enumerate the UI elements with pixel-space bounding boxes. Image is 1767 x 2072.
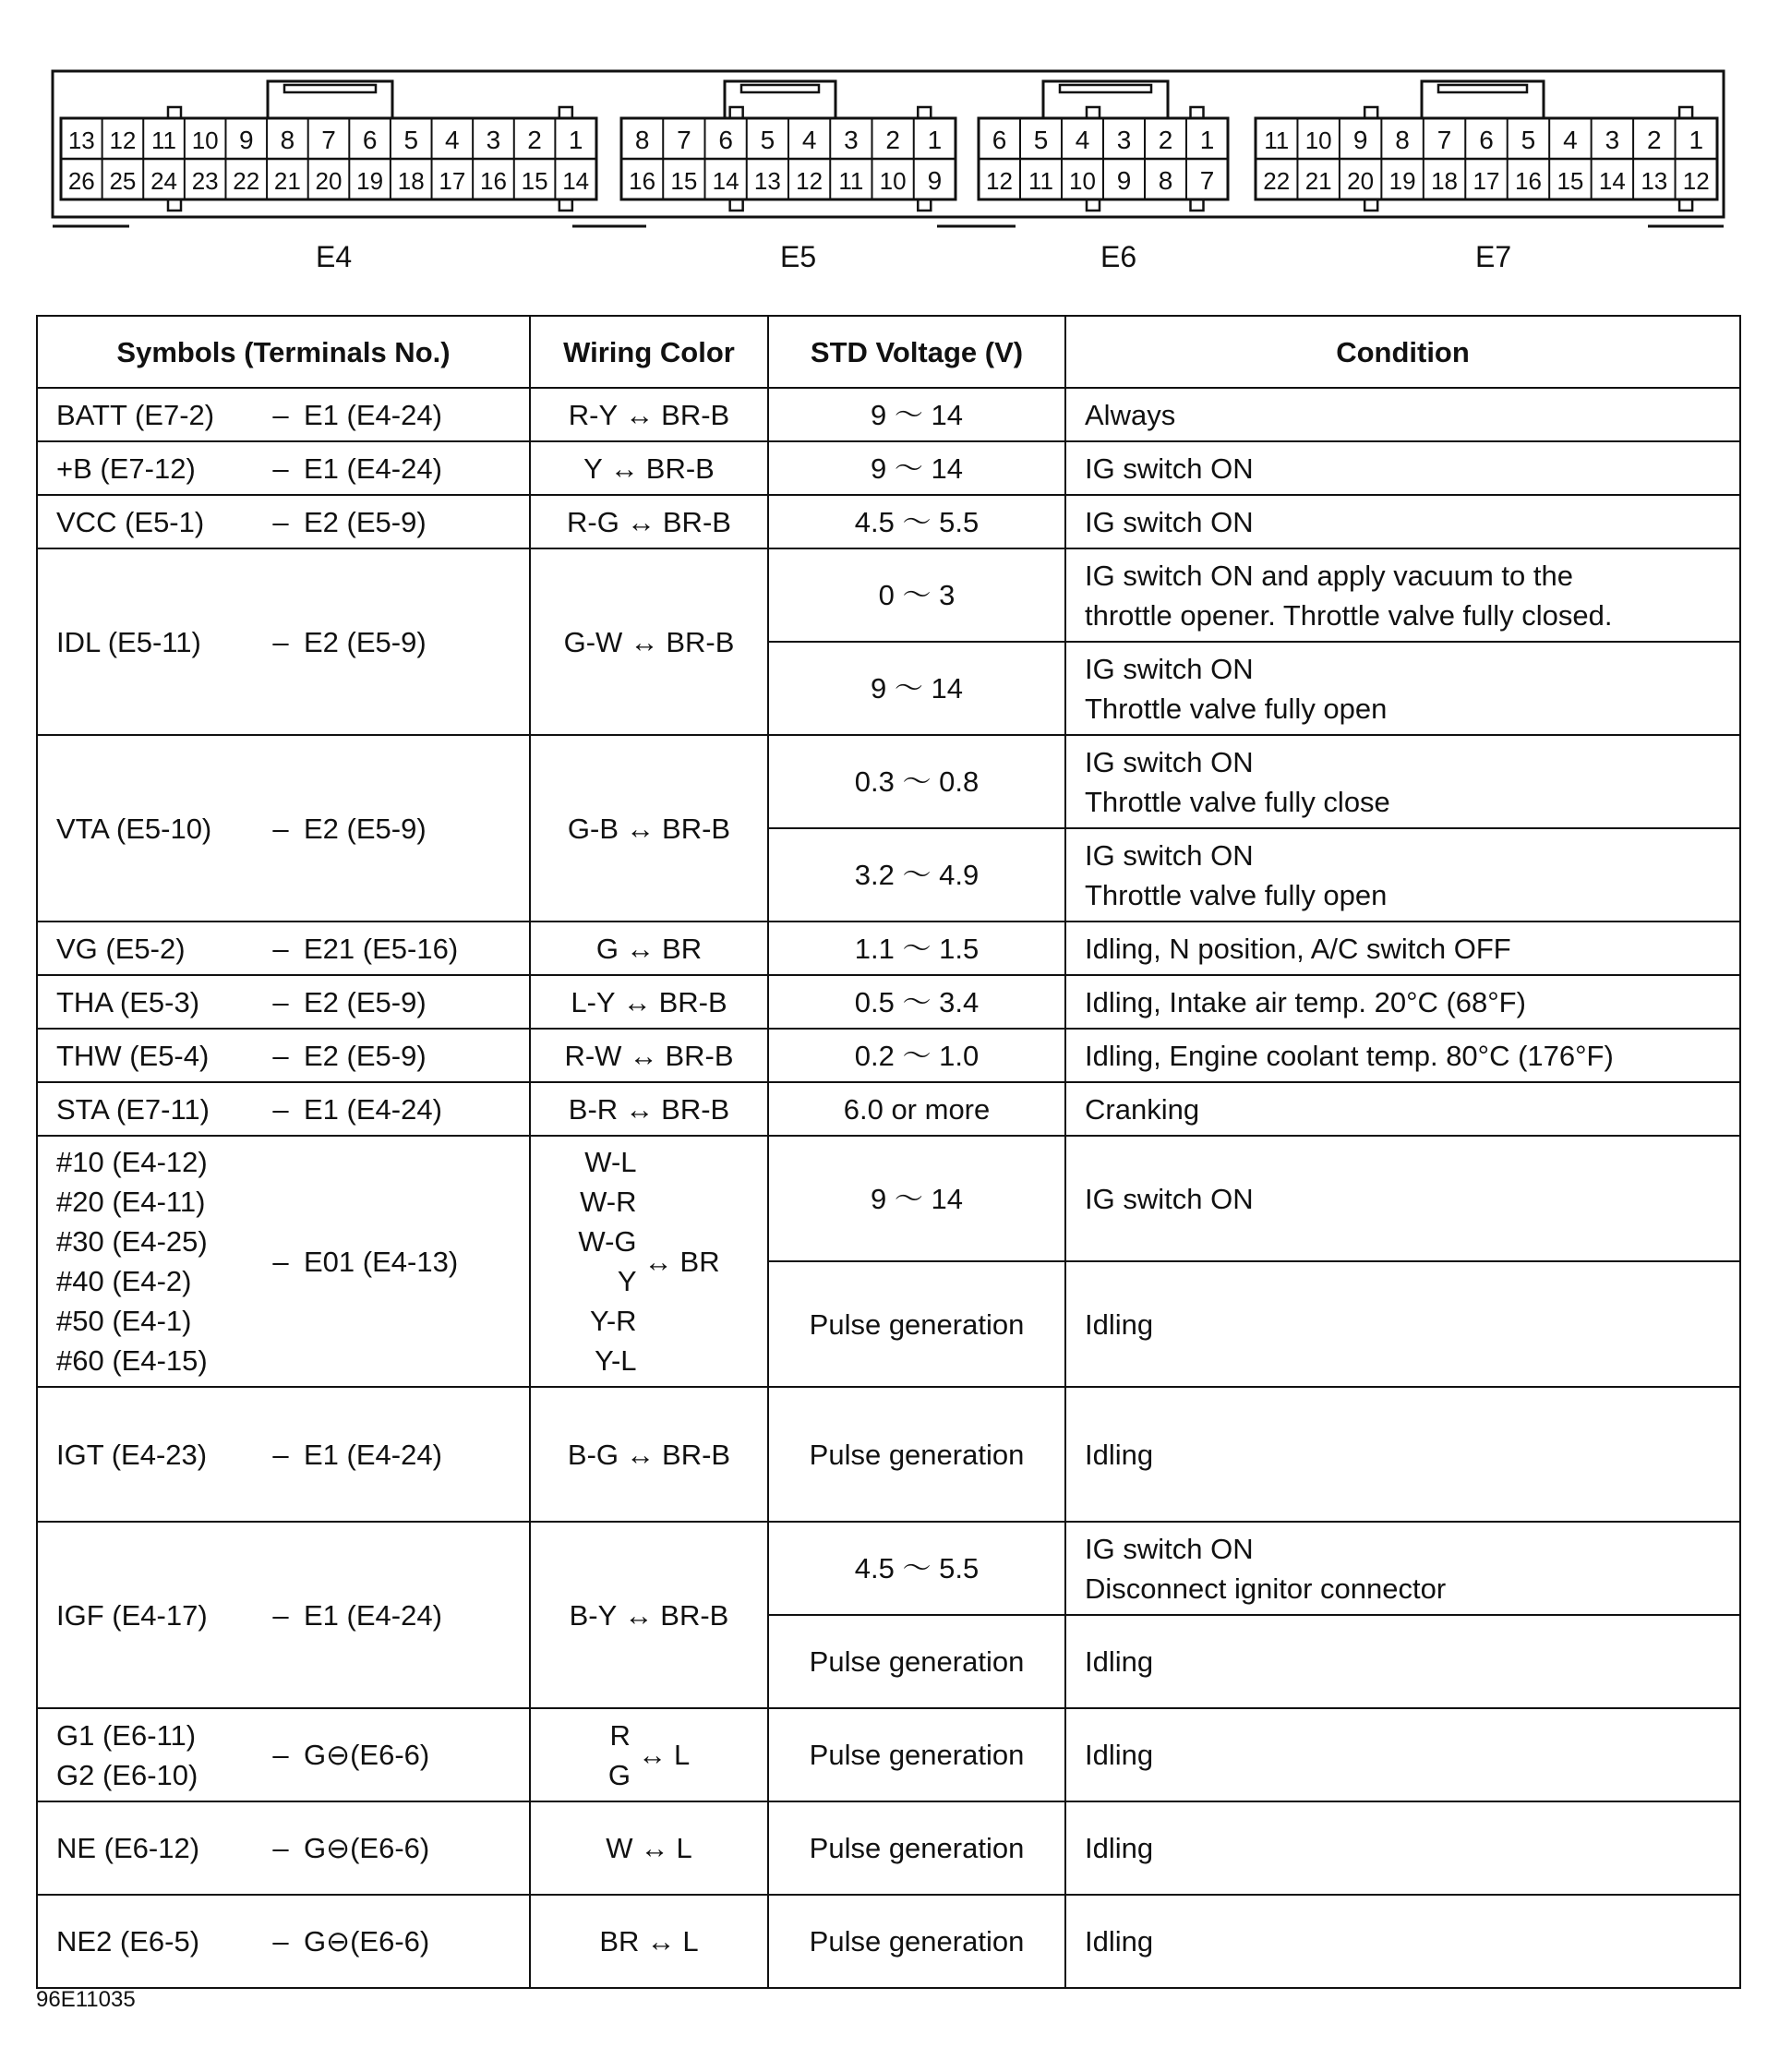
terminal-number: 4 (445, 126, 460, 154)
terminal-number: 1 (1689, 126, 1704, 154)
ground-terminal: E21 (E5-16) (304, 932, 459, 965)
terminal-symbol: #50 (E4-1) (56, 1305, 192, 1337)
symbol-cell (37, 388, 530, 441)
dash-separator: – (272, 1832, 289, 1864)
dash-separator: – (272, 1438, 289, 1471)
bidirectional-arrow-icon: ↔ (640, 1832, 669, 1864)
wire-color: W-L (584, 1146, 637, 1178)
dash-separator: – (272, 452, 289, 485)
wire-color: B-Y (569, 1598, 618, 1632)
wire-color: R-W (564, 1039, 622, 1072)
bidirectional-arrow-icon: ↔ (626, 1438, 655, 1471)
terminal-number: 2 (1158, 126, 1173, 154)
wiring-color-cell (530, 1082, 768, 1136)
ground-wire-color: BR (679, 1245, 720, 1278)
terminal-number: 10 (1069, 167, 1096, 195)
condition-cell: IG switch ON Throttle valve fully open (1065, 642, 1740, 735)
condition-cell: Idling (1065, 1261, 1740, 1387)
terminal-symbol: VTA (E5-10) (56, 812, 212, 845)
terminal-number: 10 (1304, 126, 1332, 154)
symbol-cell (37, 922, 530, 975)
dash-separator: – (272, 625, 289, 658)
terminal-symbol: VCC (E5-1) (56, 505, 205, 538)
terminal-number: 12 (109, 126, 137, 154)
condition-cell: Idling (1065, 1615, 1740, 1708)
wiring-color-cell (530, 1522, 768, 1708)
ground-terminal: E2 (E5-9) (304, 985, 427, 1018)
terminal-number: 8 (1395, 126, 1410, 154)
std-voltage-cell: 0.2 ～ 1.0 (768, 1029, 1065, 1082)
bidirectional-arrow-icon: ↔ (609, 452, 639, 485)
terminal-number: 7 (677, 126, 691, 154)
terminal-number: 17 (439, 167, 466, 195)
ground-wire-color: L (682, 1925, 699, 1958)
terminal-number: 6 (718, 126, 733, 154)
dash-separator: – (272, 985, 289, 1018)
wire-color: W (606, 1832, 633, 1864)
wire-color: R-G (567, 505, 619, 538)
ground-terminal: G⊖(E6-6) (304, 1739, 430, 1771)
std-voltage-cell: Pulse generation (768, 1801, 1065, 1895)
wiring-color-cell (530, 1136, 768, 1387)
terminal-symbol: THW (E5-4) (56, 1039, 210, 1072)
terminal-number: 13 (1641, 167, 1668, 195)
ground-wire-color: BR-B (662, 1438, 731, 1471)
table-row (37, 1082, 1740, 1136)
condition-cell: IG switch ON Throttle valve fully close (1065, 735, 1740, 828)
terminal-number: 15 (1557, 167, 1584, 195)
connector-e4 (61, 81, 596, 211)
terminal-number: 8 (1158, 166, 1173, 195)
terminal-number: 16 (1514, 167, 1542, 195)
condition-cell: IG switch ON and apply vacuum to the throttle opener. Throttle valve fully closed. (1065, 548, 1740, 642)
std-voltage-cell: 9 ～ 14 (768, 642, 1065, 735)
terminal-number: 4 (1563, 126, 1578, 154)
bidirectional-arrow-icon: ↔ (643, 1245, 673, 1278)
figure-code: 96E11035 (36, 1987, 136, 2012)
condition-cell: Idling (1065, 1801, 1740, 1895)
terminal-number: 21 (1304, 167, 1332, 195)
std-voltage-cell: Pulse generation (768, 1895, 1065, 1988)
table-row (37, 1029, 1740, 1082)
terminal-symbol: BATT (E7-2) (56, 398, 215, 431)
wiring-color-cell (530, 1708, 768, 1801)
symbol-cell (37, 548, 530, 735)
ground-wire-color: BR-B (658, 985, 727, 1018)
terminal-symbol: IGF (E4-17) (56, 1598, 208, 1632)
symbol-cell (37, 441, 530, 495)
table-row (37, 1708, 1740, 1801)
terminal-number: 2 (885, 126, 900, 154)
terminal-number: 5 (1033, 126, 1049, 154)
terminal-number: 1 (1199, 126, 1215, 154)
std-voltage-cell: 0.5 ～ 3.4 (768, 975, 1065, 1029)
wiring-color-cell (530, 975, 768, 1029)
terminal-number: 14 (712, 167, 739, 195)
terminal-number: 9 (238, 126, 254, 154)
symbol-cell (37, 1082, 530, 1136)
terminal-number: 20 (315, 167, 343, 195)
dash-separator: – (272, 1245, 289, 1278)
condition-cell: Cranking (1065, 1082, 1740, 1136)
terminal-symbol: #10 (E4-12) (56, 1146, 208, 1178)
ground-wire-color: BR-B (645, 452, 715, 485)
bidirectional-arrow-icon: ↔ (625, 398, 655, 431)
terminal-number: 4 (801, 126, 817, 154)
terminal-symbol: THA (E5-3) (56, 985, 200, 1018)
terminal-symbol: NE2 (E6-5) (56, 1925, 200, 1958)
symbol-cell (37, 495, 530, 548)
wire-color: Y-L (595, 1344, 637, 1377)
terminal-symbol: VG (E5-2) (56, 932, 186, 965)
symbol-cell (37, 975, 530, 1029)
wire-color: G (607, 1758, 631, 1791)
condition-cell: Idling (1065, 1708, 1740, 1801)
connector-e7 (1256, 81, 1717, 211)
terminal-number: 21 (273, 167, 301, 195)
std-voltage-cell: Pulse generation (768, 1387, 1065, 1522)
std-voltage-cell: 0 ～ 3 (768, 548, 1065, 642)
terminal-number: 11 (151, 126, 177, 154)
std-voltage-cell: 9 ～ 14 (768, 388, 1065, 441)
dash-separator: – (272, 398, 289, 431)
table-row (37, 495, 1740, 548)
header-std-voltage: STD Voltage (V) (768, 316, 1065, 388)
wire-color: Y-R (589, 1305, 637, 1337)
ground-wire-color: BR-B (661, 1092, 730, 1126)
wiring-color-cell (530, 922, 768, 975)
table-header-row (37, 316, 1740, 388)
ground-wire-color: L (676, 1832, 692, 1864)
connector-e6 (979, 81, 1228, 211)
terminal-number: 6 (1479, 126, 1494, 154)
ground-terminal: E2 (E5-9) (304, 505, 427, 538)
wiring-color-cell (530, 1029, 768, 1082)
terminal-symbol: NE (E6-12) (56, 1832, 200, 1864)
condition-cell: IG switch ON (1065, 441, 1740, 495)
std-voltage-cell: 0.3 ～ 0.8 (768, 735, 1065, 828)
terminal-symbol: #20 (E4-11) (56, 1186, 206, 1218)
std-voltage-cell: Pulse generation (768, 1261, 1065, 1387)
bidirectional-arrow-icon: ↔ (624, 1598, 654, 1632)
condition-cell: Idling, Engine coolant temp. 80°C (176°F) (1065, 1029, 1740, 1082)
ground-wire-color: BR-B (665, 1039, 734, 1072)
terminal-symbol: +B (E7-12) (56, 452, 196, 485)
dash-separator: – (272, 1925, 289, 1958)
terminal-number: 15 (670, 167, 698, 195)
wire-color: Y (583, 452, 603, 485)
std-voltage-cell: Pulse generation (768, 1615, 1065, 1708)
terminal-number: 9 (1116, 166, 1132, 195)
bidirectional-arrow-icon: ↔ (629, 1039, 658, 1072)
terminal-number: 18 (1431, 167, 1459, 195)
std-voltage-cell: 4.5 ～ 5.5 (768, 1522, 1065, 1615)
wire-color: B-R (568, 1092, 619, 1126)
terminal-number: 12 (796, 167, 823, 195)
wire-color: W-R (580, 1186, 637, 1218)
std-voltage-cell: 9 ～ 14 (768, 441, 1065, 495)
terminal-number: 7 (1436, 126, 1452, 154)
condition-cell: IG switch ON (1065, 1136, 1740, 1261)
header-symbols: Symbols (Terminals No.) (37, 316, 530, 388)
terminal-number: 7 (1199, 166, 1215, 195)
terminal-symbol: #30 (E4-25) (56, 1225, 208, 1258)
dash-separator: – (272, 1039, 289, 1072)
wire-color: Y (617, 1265, 637, 1297)
ground-terminal: E2 (E5-9) (304, 625, 427, 658)
terminal-number: 1 (927, 126, 943, 154)
terminal-symbol: STA (E7-11) (56, 1092, 210, 1126)
wire-color: R-Y (568, 398, 619, 431)
std-voltage-cell: 4.5 ～ 5.5 (768, 495, 1065, 548)
condition-cell: Always (1065, 388, 1740, 441)
terminal-number: 3 (1116, 126, 1132, 154)
std-voltage-cell: 6.0 or more (768, 1082, 1065, 1136)
dash-separator: – (272, 1598, 289, 1632)
terminal-number: 19 (1388, 167, 1416, 195)
wire-color: BR (599, 1925, 640, 1958)
terminal-number: 24 (150, 167, 177, 195)
table-row (37, 1136, 1740, 1261)
std-voltage-cell: Pulse generation (768, 1708, 1065, 1801)
wire-color: B-G (567, 1438, 619, 1471)
terminal-number: 22 (233, 167, 260, 195)
terminal-number: 23 (191, 167, 219, 195)
terminal-symbol: G1 (E6-11) (56, 1718, 197, 1752)
terminal-number: 12 (986, 167, 1013, 195)
terminal-number: 6 (362, 126, 378, 154)
ground-terminal: G⊖(E6-6) (304, 1925, 430, 1958)
wiring-color-cell (530, 495, 768, 548)
terminal-number: 19 (356, 167, 384, 195)
terminal-symbol: IDL (E5-11) (56, 625, 201, 658)
symbol-cell (37, 1895, 530, 1988)
dash-separator: – (272, 1092, 289, 1126)
table-row (37, 975, 1740, 1029)
terminal-number: 9 (1352, 126, 1368, 154)
wire-color: W-G (578, 1225, 637, 1258)
terminal-number: 14 (1598, 167, 1626, 195)
bidirectional-arrow-icon: ↔ (637, 1739, 667, 1771)
ground-terminal: G⊖(E6-6) (304, 1832, 430, 1864)
terminal-number: 4 (1075, 126, 1090, 154)
ground-wire-color: BR-B (662, 812, 731, 845)
connector-label-e5: E5 (780, 240, 817, 273)
ground-wire-color: BR-B (660, 1598, 729, 1632)
ground-terminal: E01 (E4-13) (304, 1245, 459, 1278)
dash-separator: – (272, 1739, 289, 1771)
terminal-symbol: IGT (E4-23) (56, 1438, 208, 1471)
terminal-number: 11 (838, 167, 864, 195)
terminal-number: 10 (191, 126, 219, 154)
terminal-number: 3 (844, 126, 859, 154)
terminal-number: 22 (1263, 167, 1291, 195)
table-row (37, 1895, 1740, 1988)
terminal-number: 9 (927, 166, 943, 195)
ground-wire-color: BR-B (661, 398, 730, 431)
terminal-number: 2 (527, 126, 542, 154)
terminal-number: 3 (486, 126, 501, 154)
table-row (37, 1522, 1740, 1615)
ground-terminal: E1 (E4-24) (304, 1598, 442, 1632)
symbol-cell (37, 1708, 530, 1801)
wiring-color-cell (530, 1387, 768, 1522)
table-row (37, 922, 1740, 975)
ground-terminal: E1 (E4-24) (304, 398, 442, 431)
terminal-number: 20 (1347, 167, 1375, 195)
table-row (37, 1801, 1740, 1895)
terminal-number: 7 (321, 126, 336, 154)
ground-terminal: E2 (E5-9) (304, 812, 427, 845)
terminal-number: 11 (1028, 167, 1053, 195)
ground-wire-color: BR-B (666, 625, 735, 658)
bidirectional-arrow-icon: ↔ (630, 625, 659, 658)
ground-terminal: E1 (E4-24) (304, 1438, 442, 1471)
terminal-number: 8 (280, 126, 295, 154)
condition-cell: IG switch ON Throttle valve fully open (1065, 828, 1740, 922)
table-row (37, 388, 1740, 441)
symbol-cell (37, 1136, 530, 1387)
terminal-number: 26 (67, 167, 95, 195)
dash-separator: – (272, 932, 289, 965)
condition-cell: IG switch ON Disconnect ignitor connector (1065, 1522, 1740, 1615)
bidirectional-arrow-icon: ↔ (626, 812, 655, 845)
terminal-symbol: #60 (E4-15) (56, 1344, 208, 1377)
terminal-number: 12 (1682, 167, 1710, 195)
terminal-number: 15 (521, 167, 548, 195)
ground-wire-color: BR-B (662, 505, 731, 538)
wire-color: G (595, 932, 619, 965)
bidirectional-arrow-icon: ↔ (622, 985, 652, 1018)
wiring-color-cell (530, 1801, 768, 1895)
wire-color: G-W (563, 625, 623, 658)
condition-cell: Idling, N position, A/C switch OFF (1065, 922, 1740, 975)
bidirectional-arrow-icon: ↔ (626, 932, 655, 965)
symbol-cell (37, 735, 530, 922)
terminal-number: 5 (1521, 126, 1536, 154)
table-row (37, 1387, 1740, 1522)
header-condition: Condition (1065, 316, 1740, 388)
terminal-number: 13 (67, 126, 95, 154)
terminal-number: 5 (760, 126, 775, 154)
symbol-cell (37, 1387, 530, 1522)
terminal-number: 18 (397, 167, 425, 195)
terminal-number: 3 (1605, 126, 1620, 154)
bidirectional-arrow-icon: ↔ (626, 505, 655, 538)
symbol-cell (37, 1801, 530, 1895)
condition-cell: IG switch ON (1065, 495, 1740, 548)
terminal-number: 25 (109, 167, 137, 195)
terminal-number: 1 (568, 126, 583, 154)
std-voltage-cell: 3.2 ～ 4.9 (768, 828, 1065, 922)
terminal-number: 14 (562, 167, 590, 195)
ground-wire-color: L (673, 1739, 691, 1771)
dash-separator: – (272, 505, 289, 538)
terminal-number: 16 (629, 167, 656, 195)
terminal-number: 16 (480, 167, 507, 195)
symbol-cell (37, 1029, 530, 1082)
terminal-voltage-table (36, 315, 1741, 1989)
ground-terminal: E1 (E4-24) (304, 1092, 442, 1126)
wiring-color-cell (530, 548, 768, 735)
connector-e5 (621, 81, 956, 211)
terminal-number: 2 (1647, 126, 1662, 154)
header-wiring-color: Wiring Color (530, 316, 768, 388)
terminal-number: 11 (1264, 126, 1290, 154)
terminal-symbol: G2 (E6-10) (56, 1758, 198, 1791)
table-row (37, 735, 1740, 828)
wire-color: L-Y (571, 985, 616, 1018)
terminal-symbol: #40 (E4-2) (56, 1265, 192, 1297)
terminal-number: 8 (634, 126, 650, 154)
bidirectional-arrow-icon: ↔ (625, 1092, 655, 1126)
condition-cell: Idling (1065, 1895, 1740, 1988)
wiring-color-cell (530, 1895, 768, 1988)
table-row (37, 548, 1740, 642)
terminal-number: 10 (879, 167, 907, 195)
terminal-number: 17 (1472, 167, 1500, 195)
std-voltage-cell: 1.1 ～ 1.5 (768, 922, 1065, 975)
ground-wire-color: BR (662, 932, 703, 965)
wiring-color-cell (530, 735, 768, 922)
terminal-number: 13 (753, 167, 781, 195)
wire-color: R (609, 1718, 631, 1752)
std-voltage-cell: 9 ～ 14 (768, 1136, 1065, 1261)
table-row (37, 441, 1740, 495)
wiring-color-cell (530, 441, 768, 495)
terminal-number: 5 (403, 126, 419, 154)
bidirectional-arrow-icon: ↔ (646, 1925, 676, 1958)
condition-cell: Idling (1065, 1387, 1740, 1522)
connector-label-e6: E6 (1100, 240, 1137, 273)
connector-label-e7: E7 (1475, 240, 1512, 273)
wiring-color-cell (530, 388, 768, 441)
dash-separator: – (272, 812, 289, 845)
condition-cell: Idling, Intake air temp. 20°C (68°F) (1065, 975, 1740, 1029)
ground-terminal: E2 (E5-9) (304, 1039, 427, 1072)
symbol-cell (37, 1522, 530, 1708)
terminal-number: 6 (992, 126, 1007, 154)
connector-label-e4: E4 (316, 240, 353, 273)
wire-color: G-B (567, 812, 619, 845)
ground-terminal: E1 (E4-24) (304, 452, 442, 485)
